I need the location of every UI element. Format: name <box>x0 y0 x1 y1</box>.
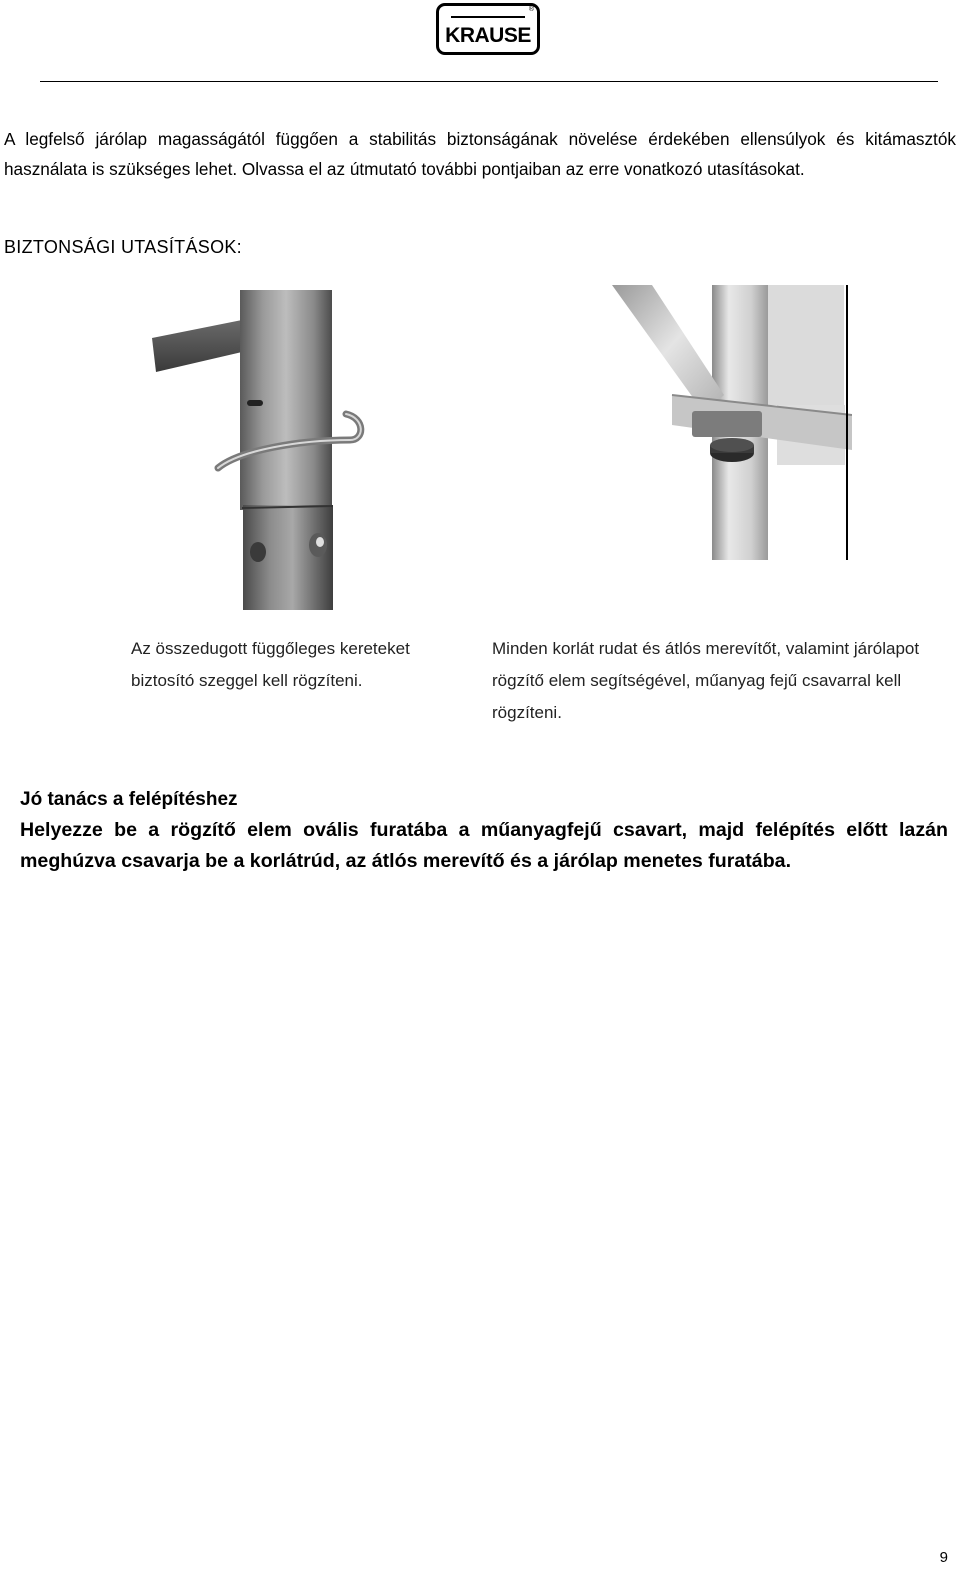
photo-frame-pin <box>150 290 400 610</box>
krause-logo <box>436 3 540 55</box>
caption-frame-pin: Az összedugott függőleges kereteket biztosító szeggel kell rögzíteni. <box>131 639 410 690</box>
header-rule <box>40 81 938 82</box>
registered-mark: ® <box>528 6 534 13</box>
logo-text: KRAUSE <box>445 24 531 47</box>
tip-title: Jó tanács a felépítéshez <box>20 789 238 810</box>
logo-bar <box>451 16 525 18</box>
page-number: 9 <box>939 1549 948 1566</box>
photo-railing-bolt <box>612 285 852 560</box>
tip-body: Helyezze be a rögzítő elem ovális furatába a műanyagfejű csavart, majd felépítés előtt lazán meghúzva csavarja be a korlátrúd, az átlós merevítő és a járólap menetes furatába. <box>20 819 948 872</box>
intro-paragraph: A legfelső járólap magasságától függően a stabilitás biztonságának növelése érdekében ellensúlyok és kitámasztók használata is szükséges lehet. Olvassa el az útmutató további pontjaiban az erre vonatkozó utasításokat. <box>4 129 956 179</box>
safety-heading: BIZTONSÁGI UTASÍTÁSOK: <box>4 237 242 257</box>
caption-railing-bolt: Minden korlát rudat és átlós merevítőt, valamint járólapot rögzítő elem segítségével, műanyag fejű csavarral kell rögzíteni. <box>492 639 920 722</box>
